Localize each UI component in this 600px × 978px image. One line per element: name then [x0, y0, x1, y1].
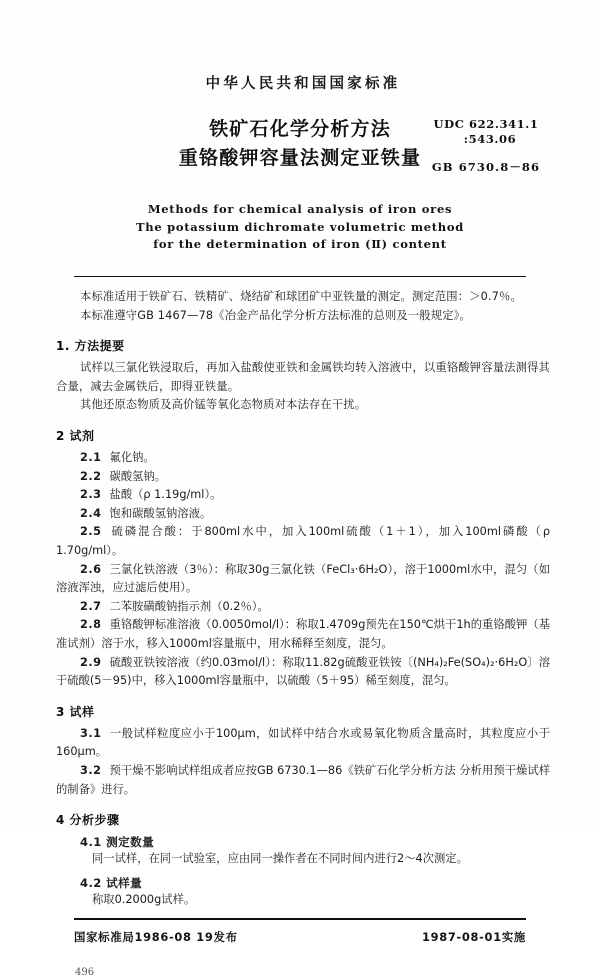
- udc-number-line1: UDC 622.341.1: [433, 117, 539, 131]
- scope-paragraph-1: 本标准适用于铁矿石、铁精矿、烧结矿和球团矿中亚铁量的测定。测定范围：＞0.7％。: [80, 290, 522, 304]
- reagent-item: [56, 505, 550, 524]
- reagent-item-text: 氟化钠。: [109, 451, 155, 465]
- section-3-heading: 3 试样: [56, 704, 95, 719]
- section-1-heading: 1. 方法提要: [56, 339, 125, 354]
- effective-date-text: 1987-08-01实施: [421, 929, 526, 944]
- reagent-item-text: 硫磷混合酸：于800ml水中，加入100ml硫酸（1＋1），加入100ml磷酸（ρ 1.70g/ml）。: [56, 525, 550, 558]
- sample-item-number: 3.1: [80, 726, 102, 740]
- title-line-2: 重铬酸钾容量法测定亚铁量: [178, 147, 422, 169]
- document-footer: [74, 929, 526, 945]
- reagent-item: [56, 486, 550, 505]
- gb-standard-number: GB 6730.8－86: [431, 160, 541, 174]
- section-2-items: [56, 449, 550, 691]
- english-title-line-2: The potassium dichromate volumetric method: [136, 219, 464, 234]
- footer-divider-rule: [74, 918, 526, 920]
- reagent-item-number: 2.2: [80, 469, 102, 483]
- reagent-item: [56, 468, 550, 487]
- scope-paragraph-2: 本标准遵守GB 1467—78《冶金产品化学分析方法标准的总则及一般规定》。: [80, 308, 471, 322]
- reagent-item-text: 饱和碳酸氢钠溶液。: [109, 506, 212, 520]
- reagent-item: [56, 654, 550, 691]
- section-4-1-body: 同一试样，在同一试验室，应由同一操作者在不同时间内进行2～4次测定。: [92, 852, 468, 866]
- reagent-item: [56, 523, 550, 560]
- section-2-heading: 2 试剂: [56, 429, 95, 444]
- reagent-item-text: 三氯化铁溶液（3％）：称取30g三氯化铁（FeCl₃·6H₂O），溶于1000ml水中，混匀（如溶液浑浊，应过滤后使用）。: [56, 562, 550, 595]
- issue-date-text: 国家标准局1986-08 19发布: [74, 929, 238, 944]
- reagent-item-number: 2.7: [80, 599, 102, 613]
- reagent-item: [56, 561, 550, 598]
- section-1-paragraph-1: 试样以三氯化铁浸取后，再加入盐酸使亚铁和金属铁均转入溶液中，以重铬酸钾容量法测得其合量，减去金属铁后，即得亚铁量。: [56, 361, 550, 393]
- section-1-paragraph-2: 其他还原态物质及高价锰等氧化态物质对本法存在干扰。: [80, 398, 367, 412]
- section-3-items: [56, 725, 550, 799]
- reagent-item-number: 2.3: [80, 488, 102, 502]
- title-row: [0, 115, 600, 185]
- section-4-heading: 4 分析步骤: [56, 813, 120, 828]
- document-body: [50, 288, 550, 909]
- section-4-2-heading: 4.2 试样量: [80, 875, 143, 890]
- page-number: 496: [75, 966, 95, 978]
- reagent-item-text: 二苯胺磺酸钠指示剂（0.2％）。: [109, 599, 269, 613]
- english-title-line-1: Methods for chemical analysis of iron ores: [147, 202, 453, 216]
- udc-number-line2: :543.06: [463, 132, 517, 146]
- reagent-item-number: 2.8: [80, 618, 102, 632]
- reagent-item: [56, 616, 550, 653]
- sample-item-number: 3.2: [80, 763, 102, 777]
- sample-item-text: 一般试样粒度应小于100μm，如试样中结合水或易氧化物质含量高时，其粒度应小于160μm。: [56, 726, 550, 759]
- english-title-line-3: for the determination of iron (Ⅱ) content: [153, 237, 447, 251]
- sample-item: [56, 725, 550, 762]
- reagent-item-number: 2.6: [80, 562, 102, 576]
- reagent-item-text: 硫酸亚铁铵溶液（约0.03mol/l）：称取11.82g硫酸亚铁铵〔(NH₄)₂Fe(SO₄)₂·6H₂O〕溶于硫酸(5－95)中，移入1000ml容量瓶中，以硫酸（5＋95）稀至刻度，混匀。: [56, 655, 550, 688]
- standard-code-block: [422, 117, 550, 175]
- sample-item: [56, 762, 550, 799]
- reagent-item-number: 2.5: [80, 525, 102, 539]
- reagent-item: [56, 598, 550, 617]
- section-4-2-body: 称取0.2000g试样。: [92, 892, 196, 906]
- national-standard-line: 中华人民共和国国家标准: [205, 76, 401, 92]
- reagent-item-number: 2.4: [80, 506, 102, 520]
- reagent-item-text: 盐酸（ρ 1.19g/ml）。: [109, 488, 222, 502]
- reagent-item: [56, 449, 550, 468]
- document-header: [0, 0, 600, 254]
- reagent-item-number: 2.1: [80, 451, 102, 465]
- english-title: [0, 201, 600, 254]
- reagent-item-text: 碳酸氢钠。: [109, 469, 167, 483]
- title-line-1: 铁矿石化学分析方法: [209, 118, 391, 140]
- section-4-1-heading: 4.1 测定数量: [80, 835, 155, 850]
- reagent-item-text: 重铬酸钾标准溶液（0.0050mol/l）：称取1.4709g预先在150℃烘干1h的重铬酸钾（基准试剂）溶于水，移入1000ml容量瓶中，用水稀释至刻度，混匀。: [56, 618, 550, 650]
- reagent-item-number: 2.9: [80, 655, 102, 669]
- header-divider-rule: [74, 276, 526, 278]
- sample-item-text: 预干燥不影响试样组成者应按GB 6730.1—86《铁矿石化学分析方法 分析用预干燥试样的制备》进行。: [56, 763, 550, 796]
